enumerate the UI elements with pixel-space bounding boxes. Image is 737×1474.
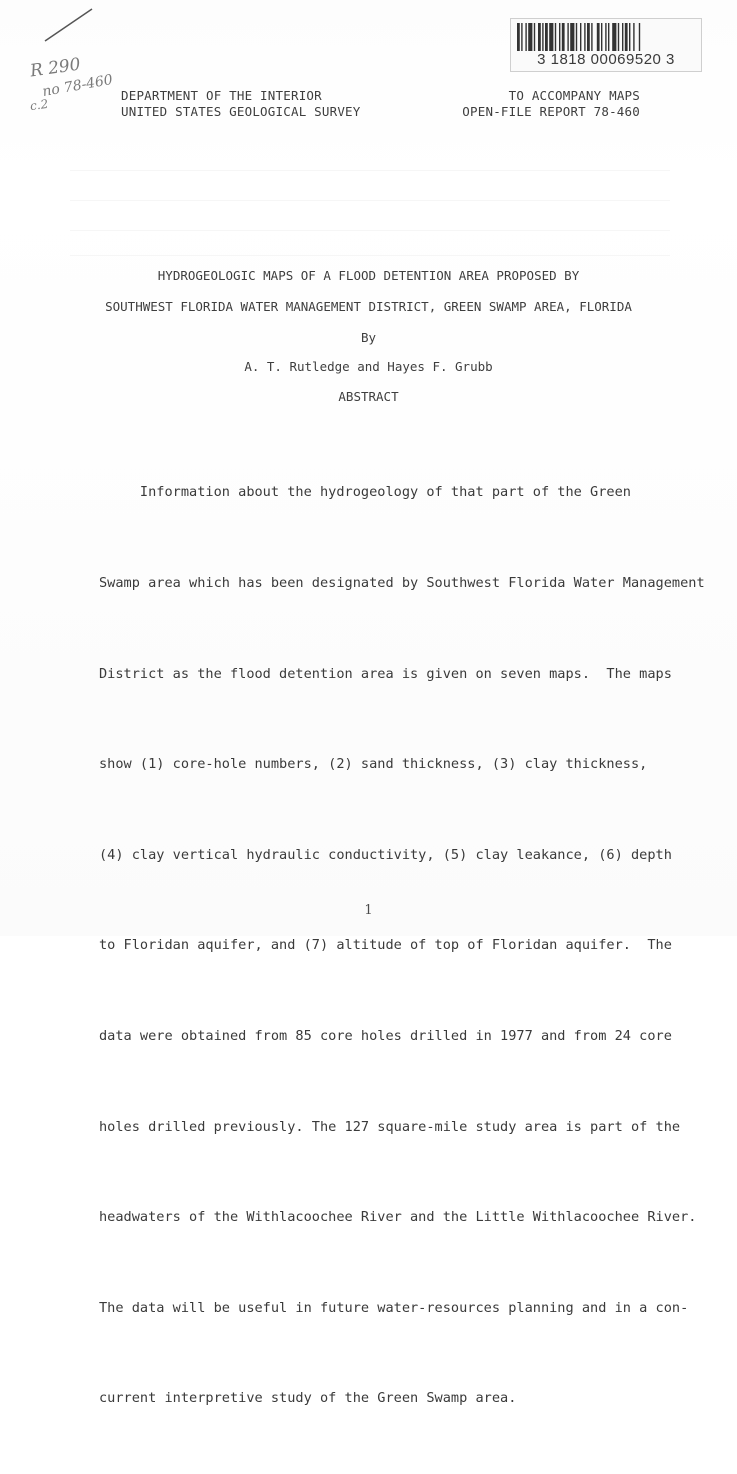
- page-number: 1: [364, 903, 373, 918]
- report-title-line-1: HYDROGEOLOGIC MAPS OF A FLOOD DETENTION AREA PROPOSED BY: [157, 268, 580, 283]
- abstract-body: [99, 417, 705, 1474]
- handwritten-slash-mark: [40, 5, 100, 45]
- barcode-bar: [597, 23, 600, 51]
- authors: A. T. Rutledge and Hayes F. Grubb: [244, 359, 493, 374]
- barcode-bar: [618, 23, 619, 51]
- barcode-bar: [534, 23, 535, 51]
- barcode-bar: [562, 23, 565, 51]
- barcode-bar: [538, 23, 541, 51]
- barcode-bar: [555, 23, 556, 51]
- barcode-bar: [633, 23, 634, 51]
- barcode-bar: [608, 23, 609, 51]
- barcode-bar: [601, 23, 602, 51]
- bleed-through-line: [70, 230, 670, 231]
- barcode-bar: [629, 23, 630, 51]
- barcode-bars: [517, 23, 695, 51]
- abstract-line: Swamp area which has been designated by Southwest Florida Water Management: [99, 575, 705, 591]
- barcode-bar: [542, 23, 543, 51]
- handwritten-report-number: no 78-460: [41, 71, 115, 101]
- abstract-line: to Floridan aquifer, and (7) altitude of top of Floridan aquifer. The: [99, 937, 672, 954]
- abstract-line: show (1) core-hole numbers, (2) sand thickness, (3) clay thickness,: [99, 756, 648, 773]
- barcode-bar: [580, 23, 581, 51]
- barcode-bar: [576, 23, 577, 51]
- barcode-bar: [591, 23, 592, 51]
- barcode-bar: [622, 23, 623, 51]
- barcode-bar: [570, 23, 574, 51]
- barcode-bar: [625, 23, 628, 51]
- abstract-heading: ABSTRACT: [338, 389, 399, 404]
- barcode-bar: [545, 23, 548, 51]
- report-number-heading: OPEN-FILE REPORT 78-460: [462, 104, 640, 119]
- barcode-bar: [525, 23, 526, 51]
- barcode-label: [510, 18, 702, 72]
- abstract-line: current interpretive study of the Green Swamp area.: [99, 1390, 517, 1407]
- barcode-bar: [517, 23, 520, 51]
- abstract-line: data were obtained from 85 core holes drilled in 1977 and from 24 core: [99, 1027, 672, 1044]
- department-heading: DEPARTMENT OF THE INTERIOR: [121, 88, 322, 103]
- abstract-line: The data will be useful in future water-resources planning and in a con-: [99, 1299, 689, 1316]
- report-title-line-2: SOUTHWEST FLORIDA WATER MANAGEMENT DISTRICT, GREEN SWAMP AREA, FLORIDA: [105, 299, 632, 314]
- accompany-maps-heading: TO ACCOMPANY MAPS: [508, 88, 640, 103]
- abstract-line: District as the flood detention area is given on seven maps. The maps: [99, 665, 672, 682]
- barcode-bar: [521, 23, 522, 51]
- byline: By: [360, 330, 377, 345]
- abstract-line: (4) clay vertical hydraulic conductivity, (5) clay leakance, (6) depth: [99, 846, 672, 863]
- barcode-bar: [559, 23, 560, 51]
- handwritten-call-number: R 290: [28, 54, 82, 82]
- barcode-bar: [612, 23, 616, 51]
- bleed-through-line: [70, 200, 670, 201]
- barcode-bar: [549, 23, 553, 51]
- bleed-through-line: [70, 170, 670, 171]
- barcode-bar: [639, 23, 640, 51]
- abstract-line: headwaters of the Withlacoochee River and the Little Withlacoochee River.: [99, 1209, 697, 1226]
- handwritten-copy-number: c.2: [29, 96, 50, 114]
- survey-heading: UNITED STATES GEOLOGICAL SURVEY: [121, 104, 361, 119]
- barcode-number: 3 1818 00069520 3: [537, 51, 675, 68]
- barcode-bar: [528, 23, 532, 51]
- barcode-bar: [587, 23, 590, 51]
- barcode-bar: [584, 23, 585, 51]
- barcode-bar: [605, 23, 606, 51]
- barcode-bar: [567, 23, 568, 51]
- abstract-line: holes drilled previously. The 127 square-mile study area is part of the: [99, 1118, 681, 1135]
- bleed-through-line: [70, 255, 670, 256]
- abstract-line: Information about the hydrogeology of that part of the Green: [99, 484, 631, 501]
